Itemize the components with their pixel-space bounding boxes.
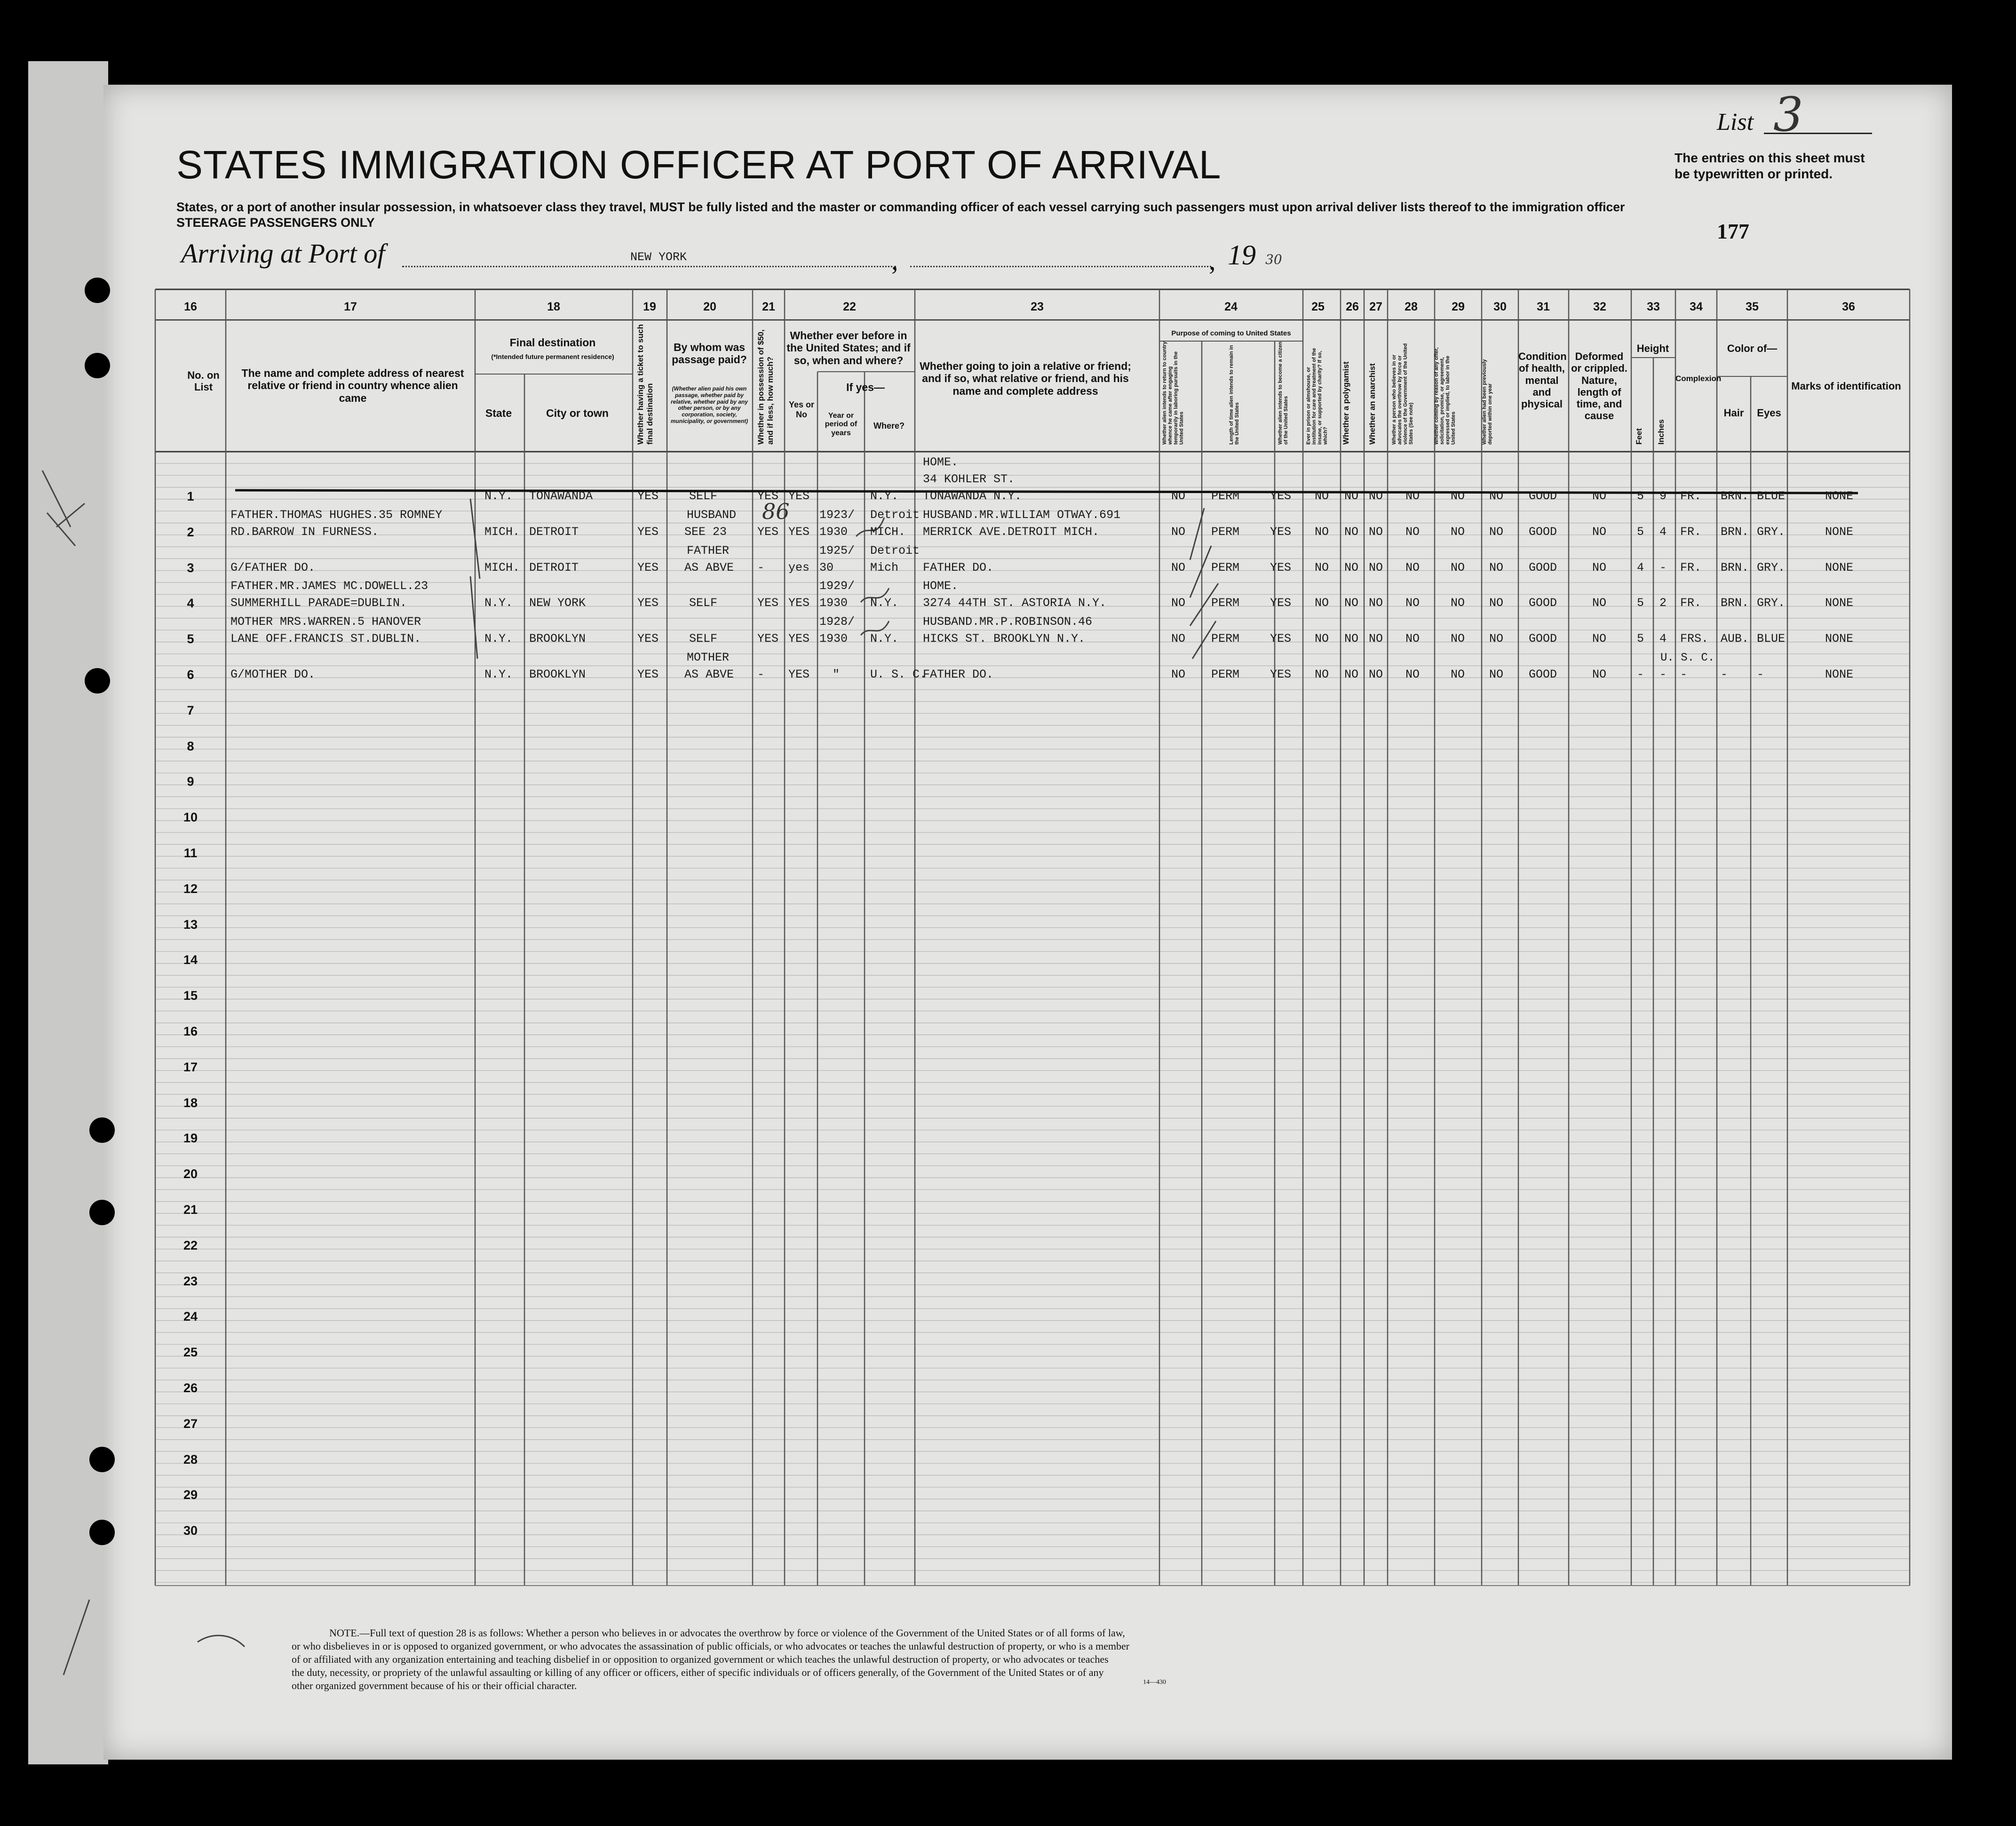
relative-address: FATHER.MR.JAMES MC.DOWELL.23 [230,579,429,593]
row-number: 30 [183,1523,198,1538]
money: YES [757,596,779,610]
health: GOOD [1529,560,1557,574]
header-possession-50: Whether in possession of $50, and if less, how much? [756,329,775,445]
hair: BRN. [1721,489,1749,503]
hair: AUB. [1721,632,1749,646]
column-number: 23 [1031,300,1044,313]
before-where: Detroit [870,508,920,522]
header-final-destination: Final destination [509,336,596,349]
q28: NO [1405,596,1420,610]
column-number: 30 [1493,300,1507,313]
row-number: 7 [187,703,194,718]
row-number: 13 [183,917,198,932]
purpose-return: NO [1171,489,1186,503]
before-years: 1930 [819,525,848,539]
year-suffix: 30 [1265,252,1282,267]
purpose-citizen: YES [1270,596,1292,610]
before-years: 1923/ [819,508,855,522]
list-underline [1764,133,1872,134]
before-where: MICH. [870,525,906,539]
q30: NO [1489,525,1504,539]
joining: HICKS ST. BROOKLYN N.Y. [923,632,1086,646]
q28: NO [1405,668,1420,681]
header-city: City or town [546,407,609,419]
money: YES [757,632,779,646]
row-number: 21 [183,1203,198,1217]
header-q30: Whether alien had been previously deported within one year [1482,359,1493,445]
header-marks: Marks of identification [1791,380,1901,392]
q28: NO [1405,525,1420,539]
q28: NO [1405,489,1420,503]
entries-note-2: be typewritten or printed. [1675,167,1833,181]
header-relative: The name and complete address of nearest relative or friend in country whence alien came [241,367,464,404]
q29: NO [1451,560,1465,574]
purpose-citizen: YES [1270,668,1292,681]
passage-paid: HUSBAND [687,508,737,522]
before-years: " [833,668,840,681]
column-number: 29 [1452,300,1465,313]
before-yes-no: YES [788,525,810,539]
q27: NO [1369,596,1383,610]
row-number: 5 [187,632,194,646]
q30: NO [1489,632,1504,646]
complexion: FRS. [1680,632,1709,646]
hair: BRN. [1721,560,1749,574]
before-years: 1930 [819,596,848,610]
column-number: 26 [1346,300,1359,313]
header-health: Condition of health, mental and physical [1518,351,1567,410]
money: - [757,560,765,574]
passage-paid: AS ABVE [684,560,734,574]
feet: 5 [1637,632,1644,646]
deformed: NO [1592,560,1607,574]
handwritten-mark [470,576,477,659]
header-ever-before: Whether ever before in the United States; and if so, when and where? [786,329,911,367]
row-number: 23 [183,1274,198,1288]
ticket: YES [637,525,659,539]
feet: 5 [1637,596,1644,610]
header-purpose-sub1: Whether alien intends to return to country whence he came after engaging temporarily in laboring pursuits in the United States [1162,341,1184,445]
purpose-length: PERM [1211,668,1240,681]
column-number: 31 [1537,300,1550,313]
eyes: BLUE [1757,632,1786,646]
page-title: STATES IMMIGRATION OFFICER AT PORT OF ARRIVAL [176,143,1222,187]
feet: - [1637,668,1644,681]
column-number: 35 [1746,300,1759,313]
purpose-citizen: YES [1270,560,1292,574]
passage-paid: FATHER [687,543,730,558]
ticket: YES [637,489,659,503]
header-purpose: Purpose of coming to United States [1171,329,1291,337]
relative-address: G/FATHER DO. [230,560,316,574]
marks: NONE [1825,596,1854,610]
year-prefix: 19 [1228,239,1256,271]
marks: NONE [1825,560,1854,574]
purpose-length: PERM [1211,632,1240,646]
column-number: 18 [547,300,560,313]
city: DETROIT [529,560,579,574]
passage-paid: AS ABVE [684,668,734,681]
feet: 4 [1637,560,1644,574]
header-hair: Hair [1723,407,1744,419]
q25: NO [1315,596,1329,610]
hair: BRN. [1721,596,1749,610]
before-where: Mich [870,560,899,574]
page-number: 177 [1717,219,1749,243]
row-number: 27 [183,1416,198,1431]
q27: NO [1369,560,1383,574]
instructions-line: States, or a port of another insular possession, in whatsoever class they travel, MUST be fully listed and the master or commanding officer of each vessel carrying such passengers must upon arrival deliver lists thereof to the immigration officer [176,200,1625,214]
passage-paid: SELF [689,632,718,646]
inches: 9 [1659,489,1667,503]
health: GOOD [1529,668,1557,681]
handwritten-mark [1190,546,1211,598]
footer-note-line: the duty, necessity, or propriety of the unlawful assaulting or killing of any officer or officers, either of specific individuals or of officers generally, of the Government of the United States or of any [292,1667,1104,1678]
state: N.Y. [484,489,513,503]
marks: NONE [1825,525,1854,539]
q27: NO [1369,632,1383,646]
relative-address: MOTHER MRS.WARREN.5 HANOVER [230,615,421,629]
joining: HOME. [923,579,959,593]
header-complexion: Complexion [1675,374,1722,383]
before-where: U. S. C. [870,668,927,681]
q26: NO [1344,632,1359,646]
q29: NO [1451,489,1465,503]
port-value: NEW YORK [630,250,687,264]
footer-note-line: of or affiliated with any organization entertaining and teaching disbelief in or opposition to organized government or which teaches the unlawful destruction of property, or who advocates or teaches [292,1653,1109,1665]
row-number: 8 [187,739,194,753]
city: BROOKLYN [529,668,586,681]
passage-paid: MOTHER [687,651,730,664]
deformed: NO [1592,668,1607,681]
column-number: 34 [1690,300,1703,313]
q29: NO [1451,632,1465,646]
state: N.Y. [484,668,513,681]
header-polygamist: Whether a polygamist [1341,361,1350,445]
complexion: FR. [1680,560,1702,574]
eyes: GRY. [1757,560,1786,574]
marks: NONE [1825,632,1854,646]
before-yes-no: YES [788,632,810,646]
complexion: FR. [1680,525,1702,539]
before-where: N.Y. [870,632,899,646]
relative-address: FATHER.THOMAS HUGHES.35 ROMNEY [230,508,443,522]
header-prison: Ever in prison or almshouse, or institution for care and treatment of the insane, or supported by charity? If so, which? [1306,348,1328,445]
header-ticket: Whether having a ticket to such final destination [636,324,654,445]
row-number: 1 [187,489,194,503]
passage-paid: SEE 23 [684,525,727,539]
eyes: GRY. [1757,525,1786,539]
row-number: 16 [183,1024,198,1038]
joining: 34 KOHLER ST. [923,472,1015,486]
before-years: 1930 [819,632,848,646]
state: MICH. [484,560,520,574]
header-where: Where? [873,421,905,431]
row-number: 11 [183,846,198,860]
eyes: BLUE [1757,489,1786,503]
handwritten-mark [63,1600,89,1675]
relative-address: LANE OFF.FRANCIS ST.DUBLIN. [230,632,421,646]
q25: NO [1315,489,1329,503]
row-number: 22 [183,1238,198,1252]
column-number: 25 [1311,300,1325,313]
q30: NO [1489,596,1504,610]
health: GOOD [1529,525,1557,539]
footer-note-line: other organized government because of his or their official character. [292,1680,577,1691]
column-number: 32 [1593,300,1606,313]
row-number: 29 [183,1488,198,1502]
purpose-citizen: YES [1270,525,1292,539]
purpose-return: NO [1171,632,1186,646]
relative-address: G/MOTHER DO. [230,668,316,681]
hair: - [1721,668,1728,681]
feet: 5 [1637,489,1644,503]
header-passage-paid-note: (Whether alien paid his own passage, whether paid by relative, whether paid by any other person, or by any corporation, society, municipality, or government) [670,385,748,424]
q30: NO [1489,560,1504,574]
column-number: 20 [703,300,716,313]
header-purpose-sub2: Length of time alien intends to remain in the United States [1229,345,1240,445]
inches: 4 [1659,632,1667,646]
joining: FATHER DO. [923,668,994,681]
money: YES [757,525,779,539]
header-anarchist: Whether an anarchist [1368,363,1377,445]
row-number: 10 [183,810,198,825]
row-number: 2 [187,525,194,539]
joining: HUSBAND.MR.P.ROBINSON.46 [923,615,1093,629]
list-label: List [1717,109,1754,136]
joining: TONAWANDA N.Y. [923,489,1022,503]
eyes: - [1757,668,1764,681]
handwritten-mark [198,1635,245,1647]
header-feet: Feet [1635,428,1643,445]
q30: NO [1489,489,1504,503]
relative-address: SUMMERHILL PARADE=DUBLIN. [230,596,407,610]
state: MICH. [484,525,520,539]
header-eyes: Eyes [1757,407,1781,419]
complexion: FR. [1680,596,1702,610]
q27: NO [1369,489,1383,503]
purpose-return: NO [1171,596,1186,610]
header-state: State [485,407,512,419]
inches: - [1659,560,1667,574]
purpose-citizen: YES [1270,632,1292,646]
before-yes-no: YES [788,596,810,610]
marks: NONE [1825,668,1854,681]
city: TONAWANDA [529,489,593,503]
complexion: - [1680,668,1688,681]
passage-paid: SELF [689,596,718,610]
row-number: 9 [187,774,194,789]
header-purpose-sub3: Whether alien intends to become a citizen of the United States [1278,342,1289,445]
before-yes-no: yes [788,560,810,574]
before-years: 1925/ [819,543,855,558]
joining: HOME. [923,455,959,469]
purpose-citizen: YES [1270,489,1292,503]
column-number: 17 [344,300,357,313]
state: N.Y. [484,632,513,646]
ticket: YES [637,632,659,646]
hair: BRN. [1721,525,1749,539]
joining: MERRICK AVE.DETROIT MICH. [923,525,1100,539]
row-number: 26 [183,1381,198,1395]
header-no-on-list: No. on List [187,369,220,393]
before-years: 30 [819,560,834,574]
relative-address: RD.BARROW IN FURNESS. [230,525,379,539]
handwritten-mark [42,470,85,546]
state: N.Y. [484,596,513,610]
row-number: 17 [183,1060,198,1074]
city: DETROIT [529,525,579,539]
money: - [757,668,765,681]
header-yes-no: Yes or No [788,400,815,419]
row-number: 4 [187,596,194,611]
header-year-period: Year or period of years [825,412,857,437]
inches: - [1659,668,1667,681]
q30: NO [1489,668,1504,681]
q25: NO [1315,668,1329,681]
row-number: 20 [183,1167,198,1181]
joining: HUSBAND.MR.WILLIAM OTWAY.691 [923,508,1121,522]
joining: FATHER DO. [923,560,994,574]
purpose-return: NO [1171,668,1186,681]
ticket: YES [637,560,659,574]
inches: 2 [1659,596,1667,610]
q26: NO [1344,560,1359,574]
header-color-of: Color of— [1727,343,1778,354]
before-years: 1928/ [819,615,855,629]
header-deformed: Deformed or crippled. Nature, length of time, and cause [1571,351,1627,422]
column-number: 36 [1842,300,1855,313]
purpose-length: PERM [1211,525,1240,539]
row-number: 15 [183,989,198,1003]
row-number: 24 [183,1309,198,1324]
deformed: NO [1592,596,1607,610]
q27: NO [1369,668,1383,681]
q28: NO [1405,632,1420,646]
purpose-length: PERM [1211,596,1240,610]
row-number: 6 [187,668,194,682]
header-q29: Whether coming by reason of any offer, solicitation, promise, or agreement, expressed or implied, to labor in the United States [1434,347,1456,445]
q29: NO [1451,596,1465,610]
deformed: NO [1592,632,1607,646]
before-where: N.Y. [870,489,899,503]
date-comma: , [1209,245,1216,276]
inches: 4 [1659,525,1667,539]
ticket: YES [637,596,659,610]
row-number: 19 [183,1131,198,1146]
header-height: Height [1636,343,1669,354]
entries-note-1: The entries on this sheet must [1675,151,1865,165]
purpose-return: NO [1171,525,1186,539]
row-number: 14 [183,953,198,967]
column-number: 27 [1369,300,1382,313]
header-passage-paid: By whom was passage paid? [672,341,747,366]
eyes: GRY. [1757,596,1786,610]
health: GOOD [1529,632,1557,646]
port-underline [402,266,896,267]
health: GOOD [1529,596,1557,610]
header-joining: Whether going to join a relative or friend; and if so, what relative or friend, and his name and complete address [920,360,1131,397]
header-if-yes: If yes— [846,381,885,393]
q29: NO [1451,668,1465,681]
before-where: N.Y. [870,596,899,610]
before-years: 1929/ [819,579,855,593]
header-final-destination-note: (*Intended future permanent residence) [491,353,614,360]
purpose-length: PERM [1211,560,1240,574]
q29: NO [1451,525,1465,539]
column-number: 33 [1647,300,1660,313]
column-number: 24 [1224,300,1238,313]
before-where: Detroit [870,543,920,558]
column-number: 22 [843,300,856,313]
footer-note-line: NOTE.—Full text of question 28 is as follows: Whether a person who believes in or advocates the overthrow by force or violence of the Government of the United States or of all forms of law, [329,1627,1125,1639]
row-number: 3 [187,560,194,575]
q28: NO [1405,560,1420,574]
form-code: 14—430 [1143,1679,1166,1686]
deformed: NO [1592,525,1607,539]
handwritten-86: 86 [762,499,790,524]
before-yes-no: YES [788,668,810,681]
marks: NONE [1825,489,1854,503]
row-number: 12 [183,881,198,896]
list-number: 3 [1773,87,1803,142]
column-number: 28 [1405,300,1418,313]
joining: 3274 44TH ST. ASTORIA N.Y. [923,596,1107,610]
row-number: 25 [183,1345,198,1360]
purpose-return: NO [1171,560,1186,574]
row-number: 28 [183,1452,198,1467]
feet: 5 [1637,525,1644,539]
city: NEW YORK [529,596,586,610]
before-yes-no: YES [788,489,810,503]
money: YES [757,489,779,503]
arriving-label: Arriving at Port of [181,238,385,269]
column-number: 19 [643,300,656,313]
purpose-length: PERM [1211,489,1240,503]
usc-note: U. S. C. [1660,652,1715,664]
deformed: NO [1592,489,1607,503]
q25: NO [1315,560,1329,574]
steerage-label: STEERAGE PASSENGERS ONLY [176,215,375,230]
column-number: 21 [762,300,775,313]
ticket: YES [637,668,659,681]
complexion: FR. [1680,489,1702,503]
q26: NO [1344,596,1359,610]
row-number: 18 [183,1095,198,1110]
city: BROOKLYN [529,632,586,646]
header-q28: Whether a person who believes in or advocates the overthrow by force or violence of the Government of the United States (See note) [1391,343,1414,445]
q25: NO [1315,632,1329,646]
grid-line [235,490,1858,493]
port-comma: , [891,245,898,276]
q26: NO [1344,489,1359,503]
footer-note-line: or who disbelieves in or is opposed to organized government, or who advocates the assassination of public officials, or who advocates or teaches the unlawful destruction of property, or who is a member [292,1640,1130,1652]
passage-paid: SELF [689,489,718,503]
q25: NO [1315,525,1329,539]
header-inches: Inches [1657,419,1666,445]
q27: NO [1369,525,1383,539]
date-underline [910,266,1211,267]
q26: NO [1344,525,1359,539]
column-number: 16 [184,300,197,313]
q26: NO [1344,668,1359,681]
health: GOOD [1529,489,1557,503]
